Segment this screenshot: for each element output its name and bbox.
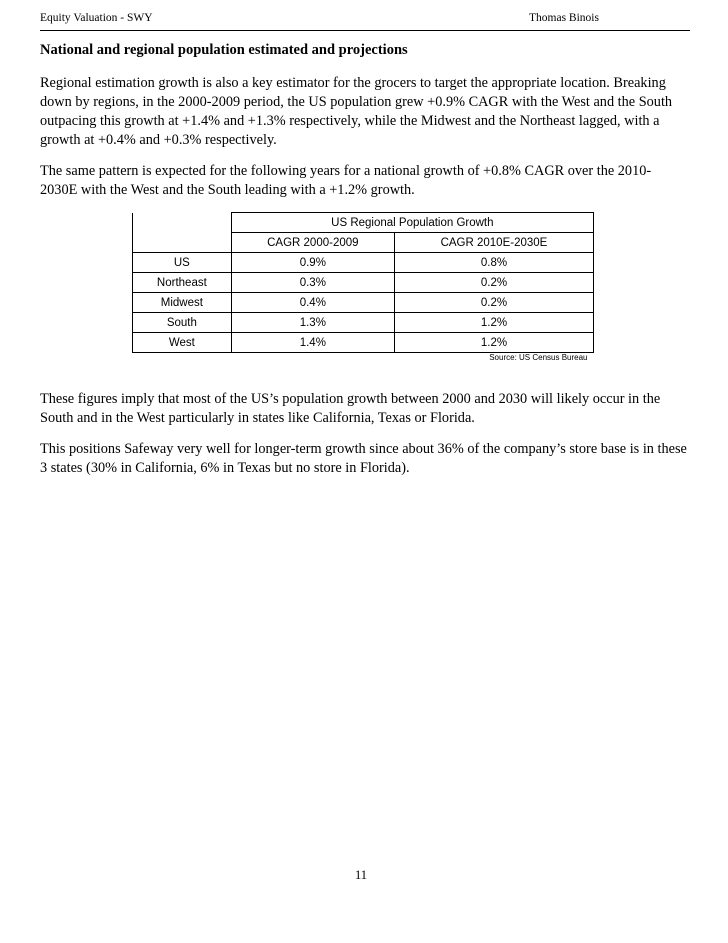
population-growth-table: [132, 212, 594, 365]
row-cagr-2000-2009: 1.4%: [231, 333, 394, 353]
table-title: US Regional Population Growth: [231, 213, 593, 233]
row-cagr-2000-2009: 0.4%: [231, 293, 394, 313]
section-title: National and regional population estimated and projections: [40, 42, 408, 58]
row-cagr-2010-2030: 0.2%: [394, 293, 593, 313]
row-cagr-2010-2030: 0.8%: [394, 253, 593, 273]
page-number: 11: [355, 868, 368, 882]
table-header-blank: [133, 233, 232, 253]
row-region: Midwest: [133, 293, 232, 313]
column-header-2000-2009: CAGR 2000-2009: [231, 233, 394, 253]
header-author: Thomas Binois: [529, 12, 599, 24]
row-cagr-2010-2030: 1.2%: [394, 333, 593, 353]
row-cagr-2010-2030: 1.2%: [394, 313, 593, 333]
row-region: US: [133, 253, 232, 273]
row-region: Northeast: [133, 273, 232, 293]
row-cagr-2000-2009: 1.3%: [231, 313, 394, 333]
paragraph-regional-growth: Regional estimation growth is also a key estimator for the grocers to target the appropriate location. Breaking down by regions, in the 2000-2009 period, the US population grew +0.9% CAGR with the West and the South outpacing this growth at +1.4% and +1.3% respectively, while the Midwest and the Northeast lagged, with a growth at +0.4% and +0.3% respectively.: [40, 75, 673, 148]
table-header-row: [133, 233, 594, 253]
row-region: South: [133, 313, 232, 333]
paragraph-implication: These figures imply that most of the US’s population growth between 2000 and 2030 will likely occur in the South and in the West particularly in states like California, Texas or Florida.: [40, 391, 661, 426]
table-row: [133, 313, 594, 333]
page-header: [40, 10, 690, 31]
table-row: [133, 333, 594, 353]
column-header-2010-2030: CAGR 2010E-2030E: [394, 233, 593, 253]
table-source-row: [133, 353, 594, 366]
row-cagr-2000-2009: 0.9%: [231, 253, 394, 273]
table-row: [133, 293, 594, 313]
table-corner-cell: [133, 213, 232, 233]
table-title-row: [133, 213, 594, 233]
table-row: [133, 253, 594, 273]
paragraph-projection: The same pattern is expected for the following years for a national growth of +0.8% CAGR over the 2010-2030E with the West and the South leading with a +1.2% growth.: [40, 163, 652, 198]
paragraph-safeway-position: This positions Safeway very well for longer-term growth since about 36% of the company’s store base is in these 3 states (30% in California, 6% in Texas but no store in Florida).: [40, 441, 687, 476]
header-doc-title: Equity Valuation - SWY: [40, 12, 153, 24]
row-cagr-2010-2030: 0.2%: [394, 273, 593, 293]
row-cagr-2000-2009: 0.3%: [231, 273, 394, 293]
table-row: [133, 273, 594, 293]
row-region: West: [133, 333, 232, 353]
table-source: Source: US Census Bureau: [489, 353, 588, 362]
